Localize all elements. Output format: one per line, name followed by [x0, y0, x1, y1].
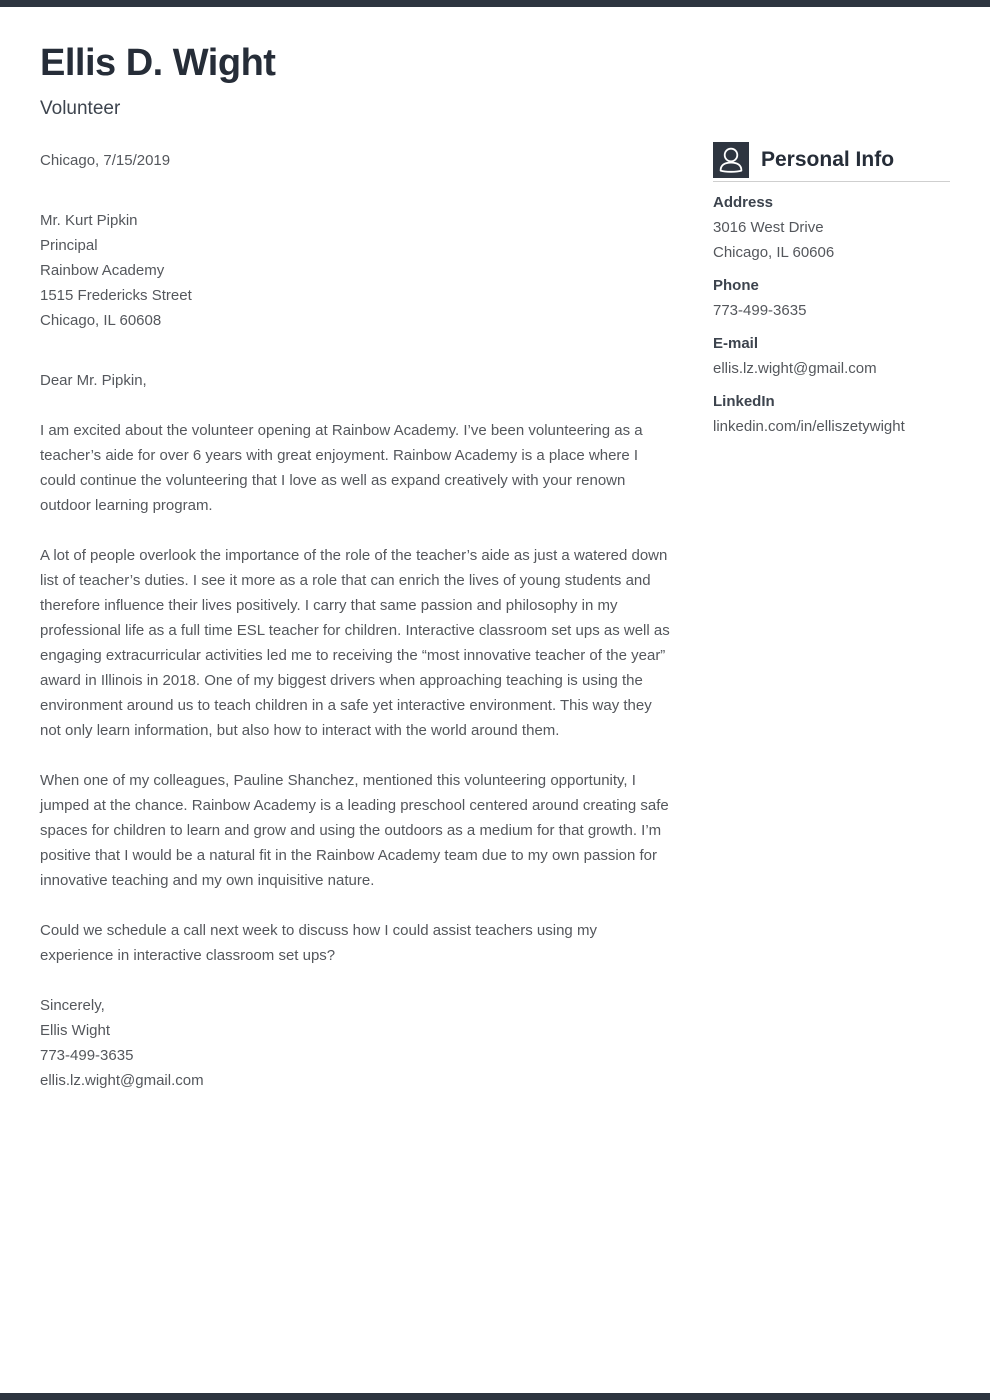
top-accent-bar — [0, 0, 990, 7]
sidebar-section-address — [713, 190, 950, 265]
closing-signoff: Sincerely, — [40, 997, 105, 1015]
paragraph-intro: I am excited about the volunteer opening at Rainbow Academy. I’ve been volunteering as a teacher’s aide for over 6 years with great enjoyment. Rainbow Academy is a place where I could continue the volunteering that I love as well as expand creatively with your renown outdoor learning program. — [40, 422, 643, 515]
recipient-role: Principal — [40, 237, 98, 255]
closing-block — [40, 993, 670, 1093]
closing-phone: 773-499-3635 — [40, 1047, 134, 1065]
address-label: Address — [713, 194, 774, 211]
paragraph-referral: When one of my colleagues, Pauline Shanchez, mentioned this volunteering opportunity, I jumped at the chance. Rainbow Academy is a leading preschool centered around creating safe spaces for children to learn and grow and using the outdoors as a medium for that growth. I’m positive that I would be a natural fit in the Rainbow Academy team due to my own passion for innovative teaching and my own inquisitive nature. — [40, 772, 669, 890]
sidebar-section-phone — [713, 273, 950, 323]
person-icon — [713, 142, 749, 178]
personal-info-sidebar — [713, 142, 950, 439]
applicant-job-title: Volunteer — [40, 97, 121, 119]
cover-letter-body — [40, 7, 670, 1093]
personal-info-header — [713, 142, 950, 178]
bottom-accent-bar — [0, 1393, 990, 1400]
recipient-street: 1515 Fredericks Street — [40, 287, 192, 305]
applicant-name: Ellis D. Wight — [40, 42, 276, 84]
paragraph-experience: A lot of people overlook the importance of the role of the teacher’s aide as just a watered down list of teacher’s duties. I see it more as a role that can enrich the lives of young students and therefore influence their lives positively. I carry that same passion and philosophy in my professional life as a full time ESL teacher for children. Interactive classroom set ups as well as engaging extracurricular activities led me to receiving the “most innovative teacher of the year” award in Illinois in 2018. One of my biggest drivers when approaching teaching is using the environment around us to teach children in a safe yet interactive environment. This way they not only learn information, but also how to interact with the world around them. — [40, 547, 670, 740]
date-line: Chicago, 7/15/2019 — [40, 152, 171, 170]
salutation: Dear Mr. Pipkin, — [40, 372, 147, 390]
phone-value: 773-499-3635 — [713, 302, 807, 319]
sidebar-section-email — [713, 331, 950, 381]
sidebar-section-linkedin — [713, 389, 950, 439]
address-line-2: Chicago, IL 60606 — [713, 244, 835, 261]
recipient-organization: Rainbow Academy — [40, 262, 165, 280]
email-label: E-mail — [713, 335, 759, 352]
linkedin-label: LinkedIn — [713, 393, 775, 410]
sidebar-title: Personal Info — [761, 148, 895, 171]
sidebar-divider — [713, 181, 950, 182]
recipient-block — [40, 208, 670, 333]
email-value: ellis.lz.wight@gmail.com — [713, 360, 877, 377]
phone-label: Phone — [713, 277, 759, 294]
address-line-1: 3016 West Drive — [713, 219, 824, 236]
paragraph-call-to-action: Could we schedule a call next week to discuss how I could assist teachers using my experience in interactive classroom set ups? — [40, 922, 597, 965]
recipient-city: Chicago, IL 60608 — [40, 312, 162, 330]
closing-email: ellis.lz.wight@gmail.com — [40, 1072, 204, 1090]
linkedin-value: linkedin.com/in/elliszetywight — [713, 418, 905, 435]
closing-name: Ellis Wight — [40, 1022, 111, 1040]
recipient-name: Mr. Kurt Pipkin — [40, 212, 138, 230]
